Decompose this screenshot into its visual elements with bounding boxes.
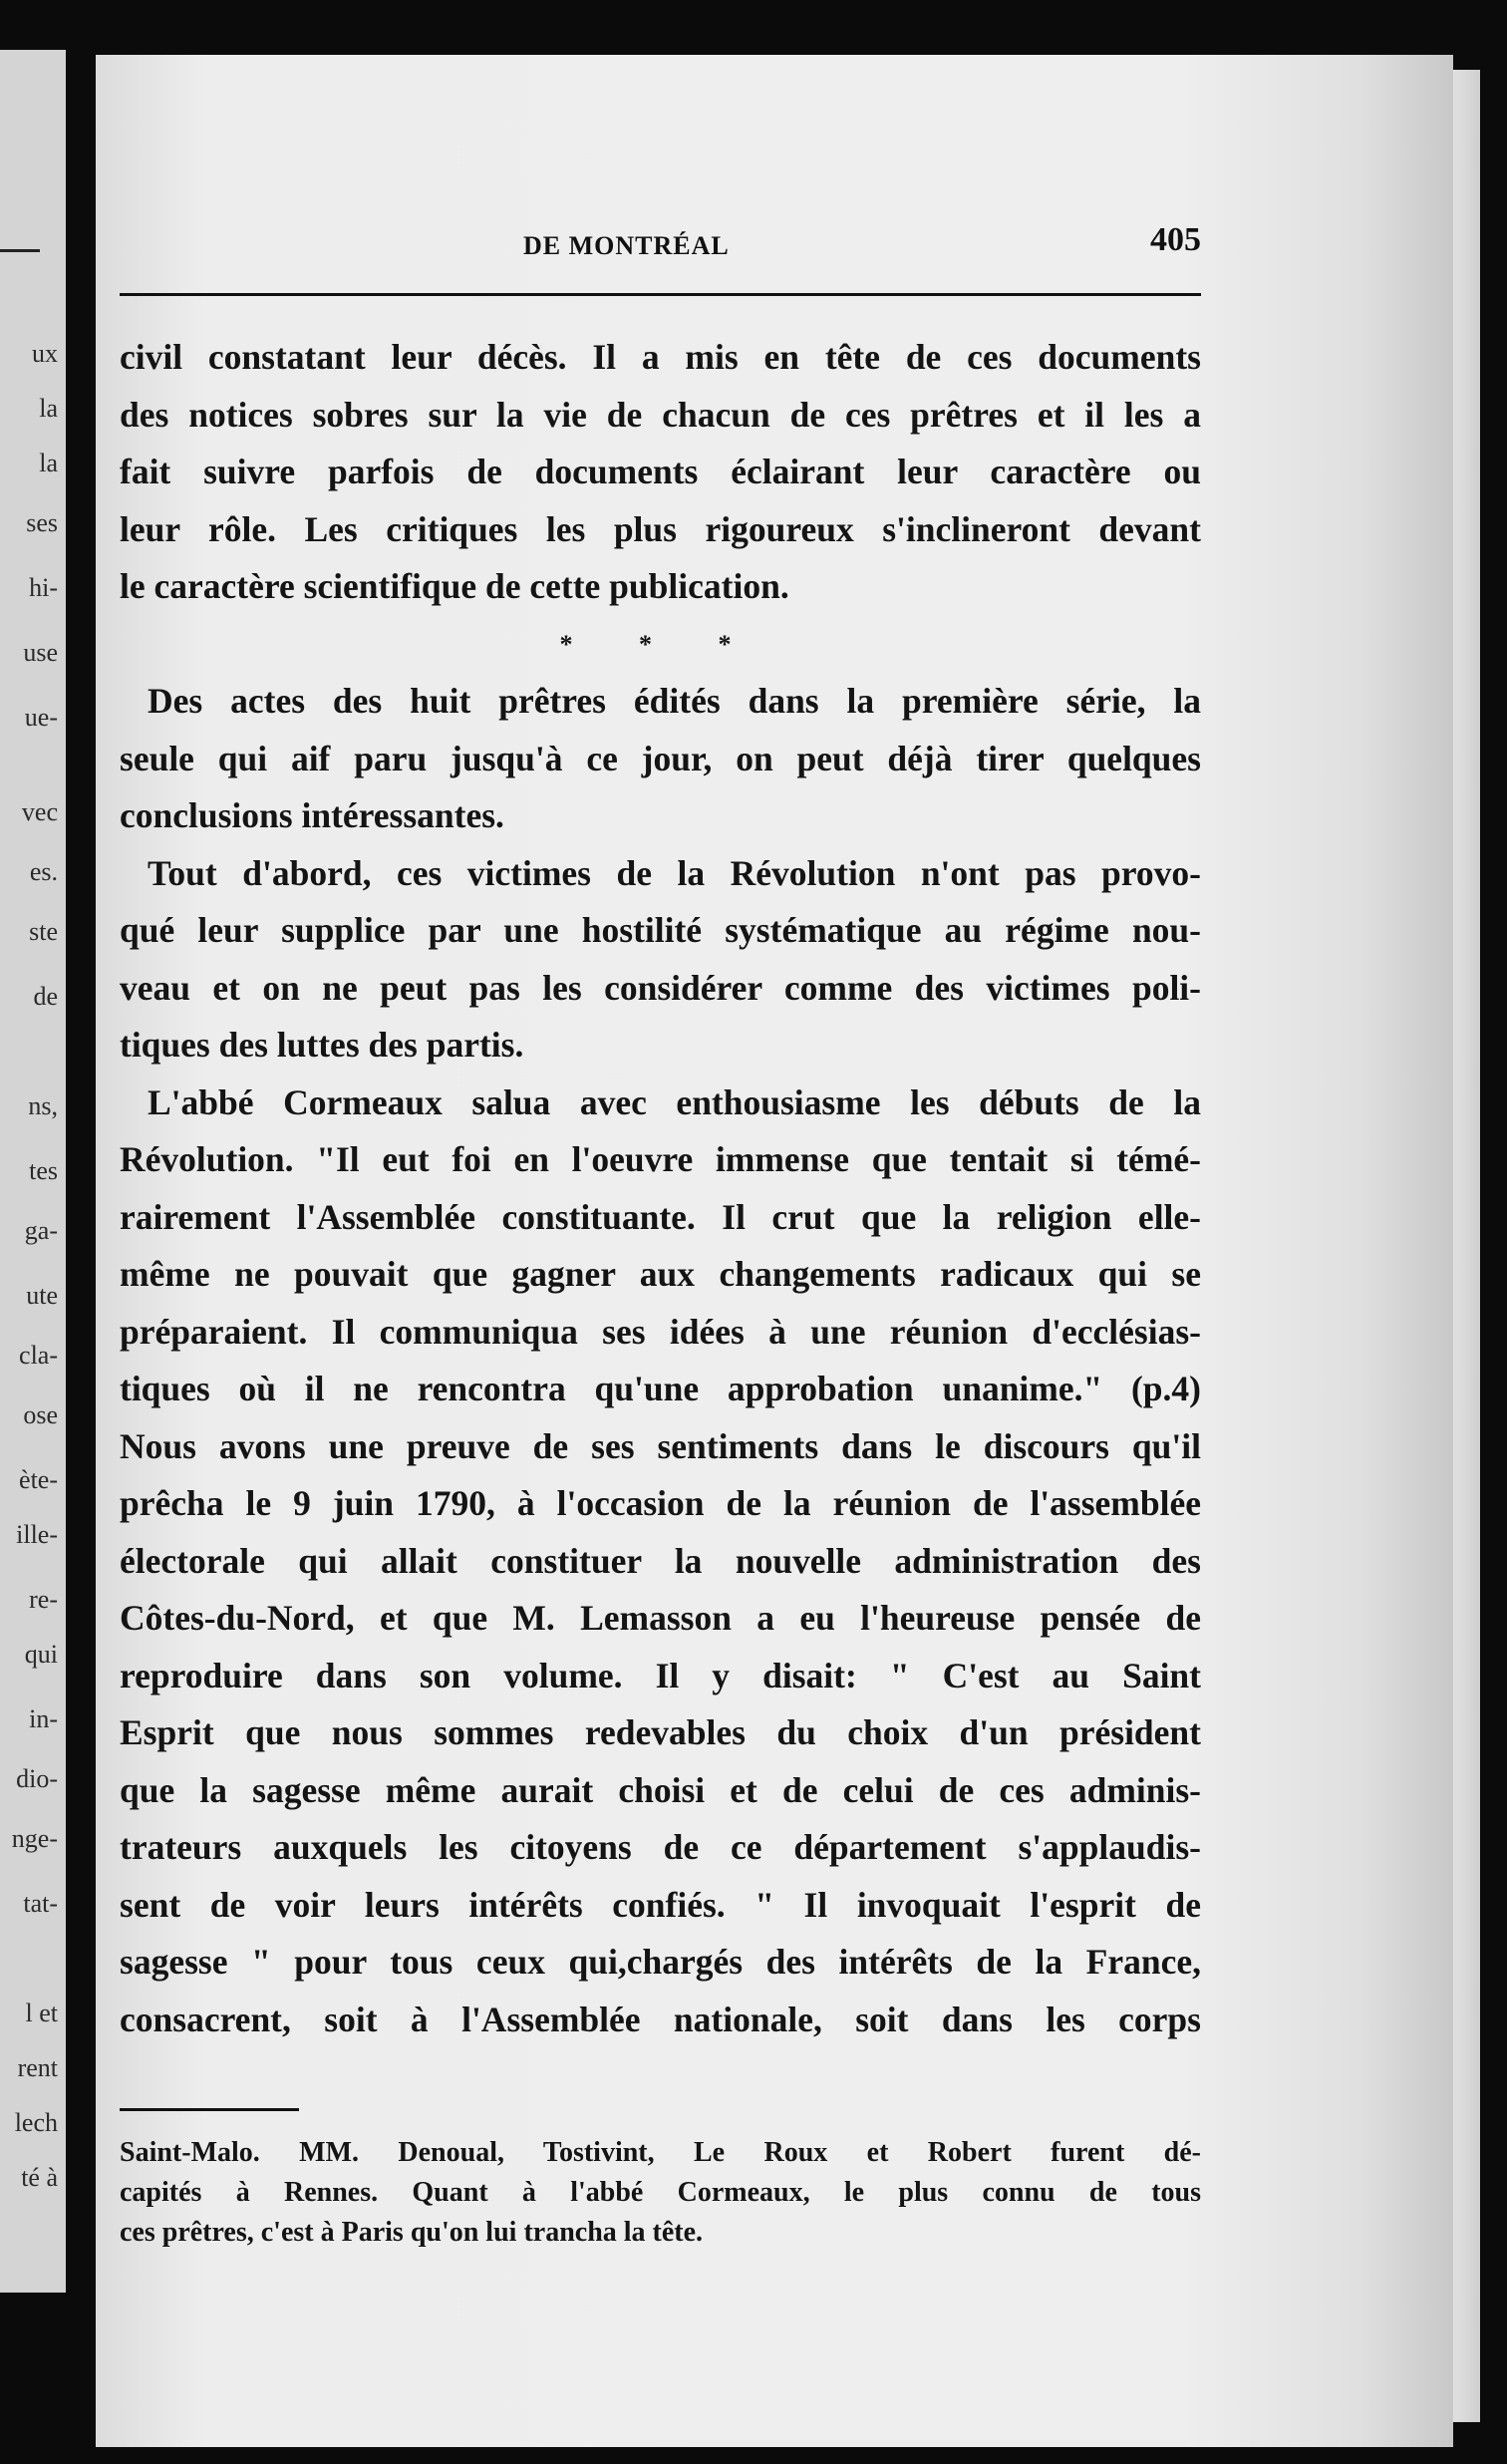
- facing-page-fragment: ses: [26, 508, 58, 537]
- facing-page-fragment: ux: [32, 339, 58, 368]
- facing-page-fragment: tes: [29, 1156, 58, 1185]
- text-line: veau et on ne peut pas les considérer comme des victimes poli-: [120, 967, 1201, 1008]
- facing-page-fragment: la: [39, 449, 58, 477]
- text-line: même ne pouvait que gagner aux changements radicaux qui se: [120, 1254, 1201, 1294]
- facing-page-fragment: la: [39, 394, 58, 423]
- facing-page-fragment: vec: [21, 797, 58, 826]
- facing-page-fragment: cla-: [19, 1341, 58, 1370]
- facing-page-fragment: dio-: [16, 1764, 58, 1793]
- text-line: que la sagesse même aurait choisi et de celui de ces adminis-: [120, 1769, 1201, 1810]
- text-line: tiques où il ne rencontra qu'une approbation unanime." (p.4): [120, 1369, 1201, 1408]
- text-line: consacrent, soit à l'Assemblée nationale, soit dans les corps: [120, 1999, 1201, 2039]
- facing-page-fragment: lech: [14, 2108, 58, 2137]
- text-line: tiques des luttes des partis.: [120, 1025, 524, 1065]
- text-line: civil constatant leur décès. Il a mis en tête de ces documents: [120, 337, 1201, 377]
- text-line: prêcha le 9 juin 1790, à l'occasion de la réunion de l'assemblée: [120, 1483, 1201, 1523]
- facing-page-fragment: rent: [17, 2053, 58, 2082]
- facing-page-fragment: tat-: [23, 1889, 58, 1918]
- facing-page-fragment: use: [23, 638, 58, 667]
- text-line: des notices sobres sur la vie de chacun de ces prêtres et il les a: [120, 394, 1201, 435]
- text-line: seule qui aif paru jusqu'à ce jour, on peut déjà tirer quelques: [120, 738, 1201, 778]
- facing-page-fragment: ns,: [28, 1091, 58, 1120]
- facing-page-fragment: es.: [29, 857, 58, 886]
- facing-page-fragment: ille-: [16, 1520, 58, 1549]
- facing-page-rule: [0, 249, 40, 252]
- facing-page-fragment: ose: [23, 1400, 58, 1429]
- facing-page-fragment: hi-: [29, 573, 58, 602]
- text-line: qué leur supplice par une hostilité systématique au régime nou-: [120, 910, 1201, 950]
- text-line: sent de voir leurs intérêts confiés. " Il invoquait l'esprit de: [120, 1884, 1201, 1925]
- footnote-rule: [120, 2108, 299, 2111]
- text-line: le caractère scientifique de cette publication.: [120, 566, 789, 606]
- text-line: préparaient. Il communiqua ses idées à une réunion d'ecclésias-: [120, 1311, 1201, 1352]
- running-title: DE MONTRÉAL: [523, 231, 730, 260]
- footnote-line: ces prêtres, c'est à Paris qu'on lui trancha la tête.: [120, 2217, 704, 2248]
- page-number: 405: [1150, 221, 1201, 258]
- facing-page-fragment: ste: [29, 917, 58, 946]
- text-line: conclusions intéressantes.: [120, 795, 504, 835]
- text-line: leur rôle. Les critiques les plus rigoureux s'inclineront devant: [120, 508, 1201, 549]
- facing-page-fragment: ue-: [24, 703, 58, 732]
- text-line: Révolution. "Il eut foi en l'oeuvre immense que tentait si témé-: [120, 1139, 1201, 1179]
- running-header: [120, 169, 1201, 299]
- text-line: Esprit que nous sommes redevables du choix d'un président: [120, 1712, 1201, 1752]
- facing-page-fragment: l et: [25, 1999, 58, 2027]
- footnote-line: Saint-Malo. MM. Denoual, Tostivint, Le Roux et Robert furent dé-: [120, 2137, 1201, 2168]
- facing-page-fragment: ute: [26, 1281, 58, 1310]
- text-line: fait suivre parfois de documents éclairant leur caractère ou: [120, 452, 1201, 491]
- facing-page-fragment: nge-: [11, 1824, 58, 1853]
- section-separator: * * *: [559, 629, 761, 659]
- facing-page-fragment: de: [33, 982, 58, 1011]
- text-line: Côtes-du-Nord, et que M. Lemasson a eu l'heureuse pensée de: [120, 1598, 1201, 1638]
- facing-page-strip: [0, 50, 66, 2293]
- facing-page-fragment: ga-: [24, 1216, 58, 1245]
- footnote-line: capités à Rennes. Quant à l'abbé Cormeaux, le plus connu de tous: [120, 2177, 1201, 2208]
- text-line: L'abbé Cormeaux salua avec enthousiasme les débuts de la: [148, 1081, 1201, 1122]
- text-line: Des actes des huit prêtres édités dans la première série, la: [148, 681, 1201, 721]
- header-rule: [120, 293, 1201, 296]
- facing-page-fragment: té à: [21, 2163, 58, 2192]
- text-line: Nous avons une preuve de ses sentiments dans le discours qu'il: [120, 1425, 1201, 1466]
- body-text: [120, 329, 1201, 2048]
- text-line: électorale qui allait constituer la nouvelle administration des: [120, 1540, 1201, 1581]
- footnote: [120, 2133, 1201, 2253]
- facing-page-fragment: re-: [29, 1585, 58, 1614]
- text-line: trateurs auxquels les citoyens de ce département s'applaudis-: [120, 1827, 1201, 1867]
- facing-page-fragment: in-: [29, 1704, 58, 1733]
- text-line: Tout d'abord, ces victimes de la Révolution n'ont pas provo-: [148, 852, 1201, 893]
- facing-page-fragment: ète-: [19, 1465, 58, 1494]
- text-line: sagesse " pour tous ceux qui,chargés des intérêts de la France,: [120, 1942, 1201, 1982]
- text-line: rairement l'Assemblée constituante. Il crut que la religion elle-: [120, 1196, 1201, 1237]
- text-line: reproduire dans son volume. Il y disait: " C'est au Saint: [120, 1655, 1201, 1695]
- facing-page-fragment: qui: [24, 1640, 58, 1669]
